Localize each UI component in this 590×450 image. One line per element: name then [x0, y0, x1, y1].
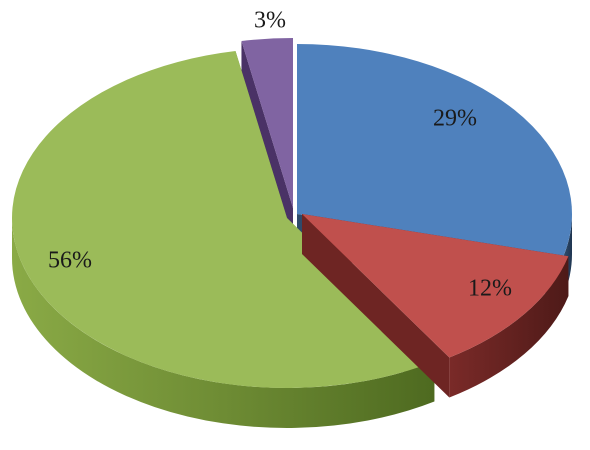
slice-56-label: 56%: [48, 247, 92, 274]
slice-29-label: 29%: [433, 105, 477, 132]
slice-12-label: 12%: [468, 275, 512, 302]
slice-3-label: 3%: [254, 7, 286, 34]
